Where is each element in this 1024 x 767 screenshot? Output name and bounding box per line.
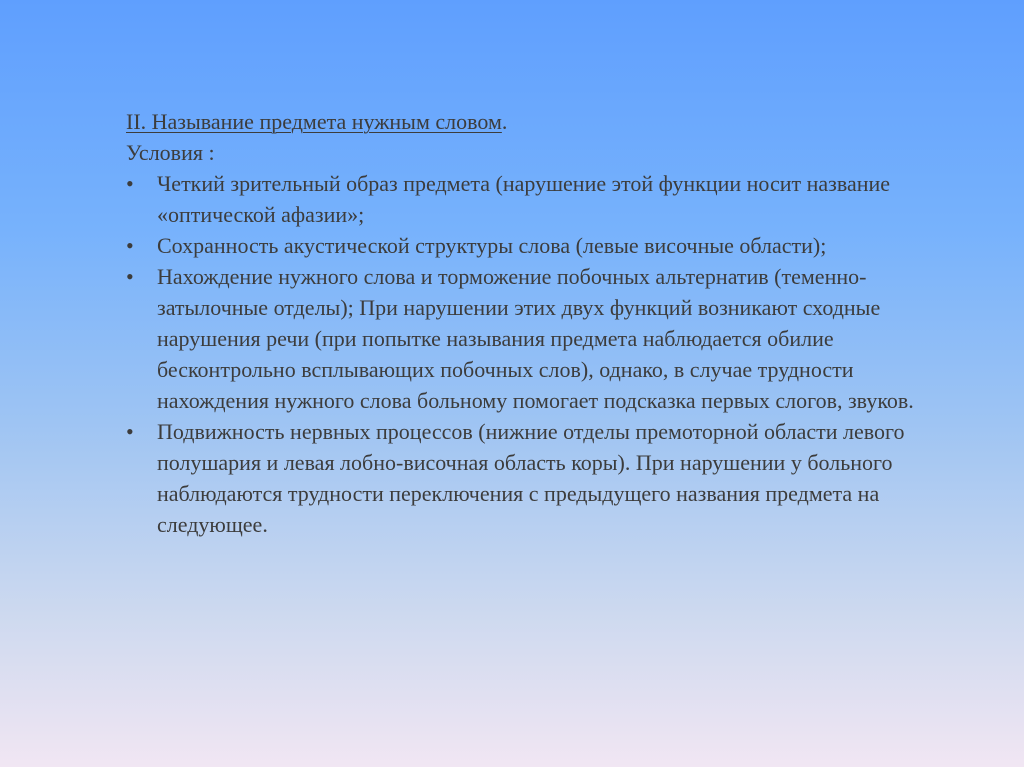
bullet-icon: • [126,233,134,258]
list-item-text: Сохранность акустической структуры слова (левые височные области); [157,233,827,258]
list-item-text: Четкий зрительный образ предмета (нарушение этой функции носит название «оптической афазии»; [157,171,891,227]
bullet-icon: • [126,264,134,289]
conditions-heading: Условия : [126,140,215,165]
slide-title-period: . [501,109,508,134]
list-item [126,261,926,416]
list-item-text: Подвижность нервных процессов (нижние отделы премоторной области левого полушария и левая лобно-височная область коры). При нарушении у больного наблюдаются трудности переключения с предыдущего названия предмета на следующее. [157,419,905,537]
conditions-list [126,168,926,540]
slide-title-text: II. Называние предмета нужным словом [126,109,502,134]
list-item [126,168,926,230]
list-item [126,230,926,261]
bullet-icon: • [126,171,134,196]
list-item [126,416,926,540]
slide-title [126,106,926,137]
slide-content [126,106,926,540]
bullet-icon: • [126,419,134,444]
list-item-text: Нахождение нужного слова и торможение побочных альтернатив (теменно-затылочные отделы); При нарушении этих двух функций возникают сходные нарушения речи (при попытке называния предмета наблюдается обилие бесконтрольно всплывающих побочных слов), однако, в случае трудности нахождения нужного слова больному помогает подсказка первых слогов, звуков. [157,264,914,413]
